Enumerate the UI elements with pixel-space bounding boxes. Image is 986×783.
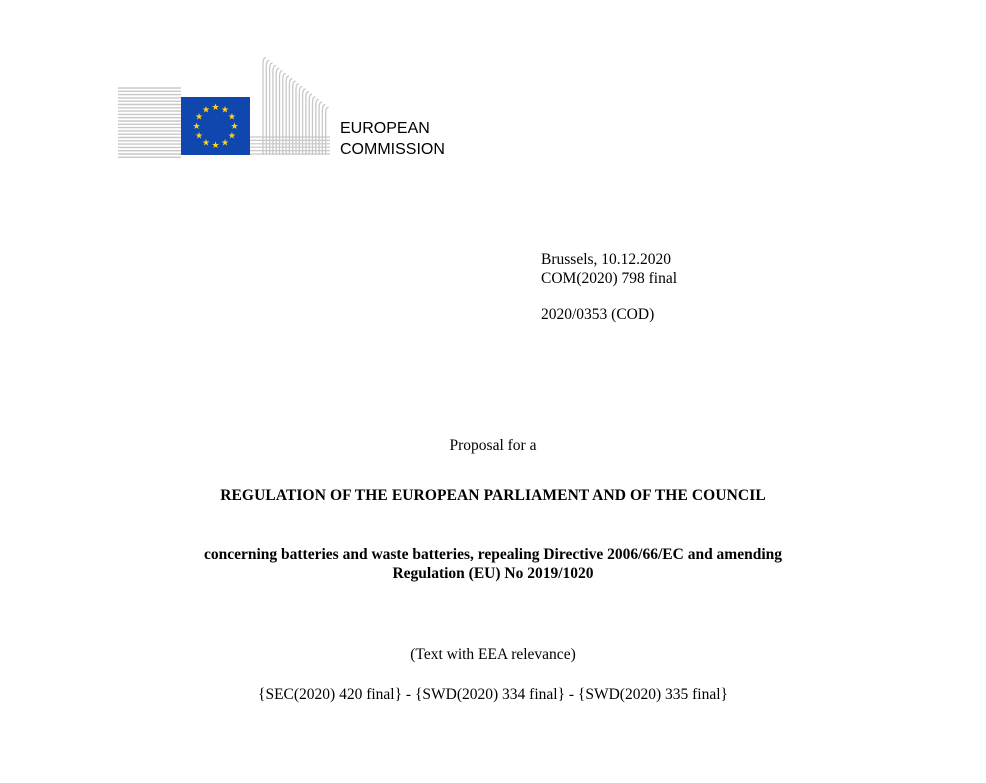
related-documents: {SEC(2020) 420 final} - {SWD(2020) 334 final} - {SWD(2020) 335 final} (258, 686, 728, 703)
subtitle-line1: concerning batteries and waste batteries, repealing Directive 2006/66/EC and amending (203, 546, 783, 563)
star-icon: ★ (220, 105, 230, 116)
org-name-line1: EUROPEAN (340, 120, 430, 137)
star-icon: ★ (211, 103, 220, 113)
star-icon: ★ (230, 122, 239, 132)
star-icon: ★ (201, 105, 211, 116)
star-icon: ★ (220, 138, 230, 149)
org-name-line2: COMMISSION (340, 141, 445, 158)
star-icon: ★ (192, 122, 201, 132)
star-icon: ★ (211, 141, 220, 151)
star-icon: ★ (227, 131, 236, 142)
european-commission-logo-icon (118, 55, 330, 160)
proposal-label: Proposal for a (449, 437, 537, 454)
star-icon: ★ (201, 138, 211, 149)
document-title: REGULATION OF THE EUROPEAN PARLIAMENT AND OF THE COUNCIL (220, 487, 766, 504)
procedure-number: 2020/0353 (COD) (541, 306, 655, 323)
document-reference (541, 250, 677, 324)
eea-relevance: (Text with EEA relevance) (410, 646, 576, 663)
organization-name (340, 118, 445, 160)
star-icon: ★ (227, 112, 236, 123)
subtitle-line2: Regulation (EU) No 2019/1020 (392, 565, 594, 582)
star-icon: ★ (195, 112, 204, 123)
star-icon: ★ (195, 131, 204, 142)
document-subtitle (0, 545, 986, 583)
place-date: Brussels, 10.12.2020 (541, 251, 672, 268)
document-number: COM(2020) 798 final (541, 270, 678, 287)
